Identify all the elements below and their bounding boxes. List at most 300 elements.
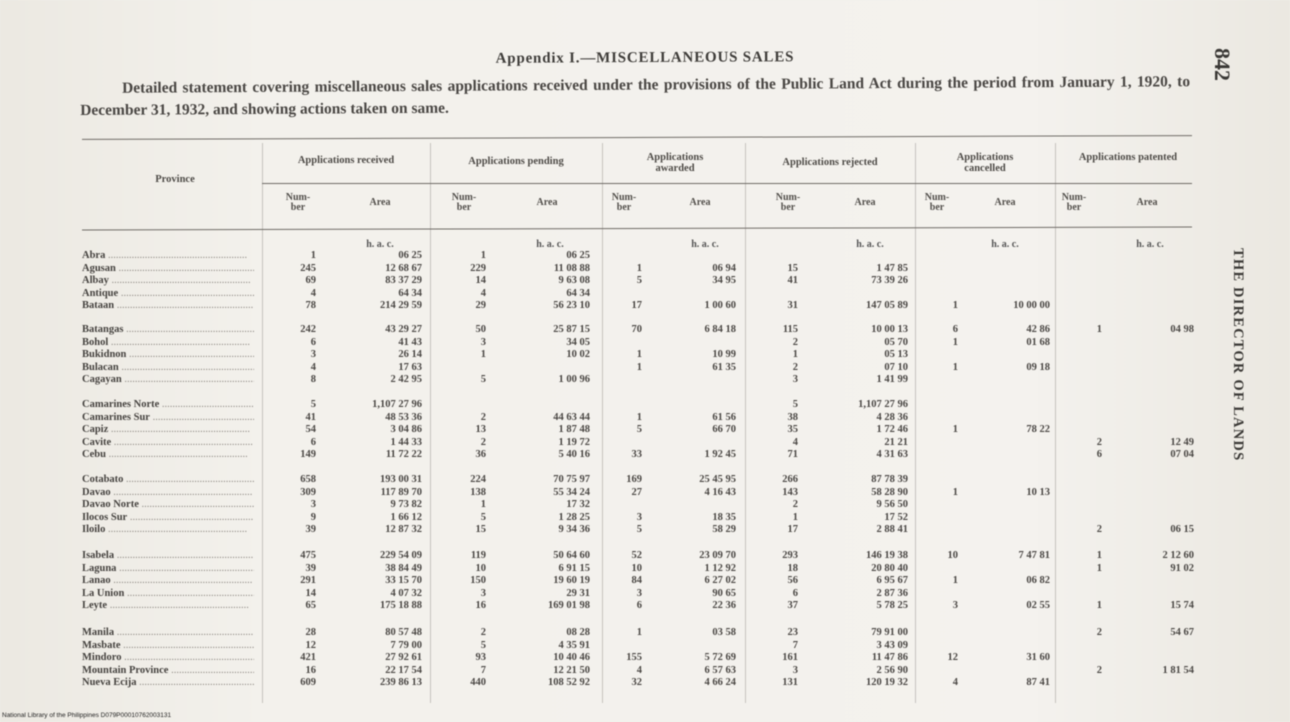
rejected-area-column	[810, 324, 908, 387]
awarded-area: 61 56	[712, 411, 736, 423]
subheader-number: Num-ber	[924, 192, 950, 213]
received-number: 78	[305, 300, 316, 312]
patented-number	[1062, 399, 1102, 412]
awarded-area: 1 92 45	[704, 449, 736, 461]
awarded-number: 1	[636, 262, 642, 274]
cancelled-area: 87 41	[1026, 677, 1050, 689]
pending-area: 12 21 50	[553, 664, 590, 676]
rejected-number: 2	[792, 361, 798, 373]
province-name-column	[82, 250, 254, 313]
province-name: Batangas .....	[82, 324, 254, 337]
patented-number	[1062, 362, 1102, 375]
received-area: 41 43	[398, 336, 422, 348]
cancelled-number	[924, 499, 958, 512]
cancelled-area	[966, 499, 1050, 512]
rejected-area: 17 52	[884, 511, 908, 523]
pending-number: 138	[470, 486, 486, 498]
rejected-area: 20 80 40	[871, 562, 908, 574]
province-name: Davao Norte .....	[82, 499, 254, 512]
rejected-number: 5	[792, 399, 798, 410]
province-name: Masbate .....	[82, 640, 254, 653]
patented-area	[1110, 652, 1194, 665]
rejected-number: 23	[787, 627, 798, 638]
province-group	[0, 399, 1290, 467]
received-area-column	[326, 324, 422, 387]
patented-number: 1	[1096, 324, 1102, 335]
patented-number	[1062, 512, 1102, 525]
subheader-area: Area	[536, 197, 558, 208]
pending-number: 5	[480, 511, 486, 523]
header-province: Province	[155, 174, 195, 185]
received-area: 229 54 09	[380, 550, 422, 561]
pending-number: 1	[480, 250, 486, 261]
received-area: 80 57 48	[385, 627, 422, 638]
cancelled-area-column	[966, 627, 1050, 690]
rejected-number: 115	[782, 324, 798, 335]
awarded-number: 84	[631, 575, 642, 587]
awarded-area: 10 99	[712, 349, 736, 361]
rejected-number: 131	[782, 677, 798, 689]
rejected-number: 143	[782, 486, 798, 498]
awarded-number	[606, 640, 642, 653]
pending-number: 3	[480, 587, 486, 599]
rejected-number: 35	[787, 424, 798, 436]
pending-area: 56 23 10	[553, 300, 590, 312]
received-area: 43 29 27	[385, 324, 422, 335]
rejected-number: 56	[787, 575, 798, 587]
awarded-number: 17	[631, 300, 642, 312]
cancelled-area: 10 13	[1026, 486, 1050, 498]
patented-number	[1062, 263, 1102, 276]
awarded-area-column	[650, 399, 736, 462]
pending-area: 50 64 60	[553, 550, 590, 561]
patented-number	[1062, 575, 1102, 588]
awarded-area-column	[650, 474, 736, 537]
patented-number	[1062, 640, 1102, 653]
pending-number: 2	[480, 436, 486, 448]
province-name: Camarines Norte .....	[82, 399, 254, 412]
awarded-number: 1	[636, 411, 642, 423]
cancelled-area	[966, 449, 1050, 462]
received-number: 6	[310, 336, 316, 348]
received-number: 14	[305, 587, 316, 599]
awarded-area-column	[650, 550, 736, 613]
patented-area-column	[1110, 474, 1194, 537]
cancelled-number	[924, 449, 958, 462]
patented-number	[1062, 677, 1102, 690]
rejected-number-column	[760, 399, 798, 462]
patented-number-column	[1062, 627, 1102, 690]
pending-number: 15	[475, 524, 486, 536]
awarded-number: 70	[631, 324, 642, 335]
pending-area: 17 32	[566, 499, 590, 511]
rejected-number: 2	[792, 499, 798, 511]
awarded-number-column	[606, 399, 642, 462]
cancelled-area: 01 68	[1026, 336, 1050, 348]
rejected-number: 1	[792, 349, 798, 361]
pending-number-column	[440, 474, 486, 537]
subheader-number: Num-ber	[285, 192, 311, 213]
rejected-area: 07 10	[884, 361, 908, 373]
header-applications-patented: Applications patented	[1078, 152, 1178, 163]
cancelled-number-column	[924, 399, 958, 462]
cancelled-area	[966, 263, 1050, 276]
rejected-area: 05 13	[884, 349, 908, 361]
province-group	[0, 324, 1290, 392]
awarded-area-column	[650, 324, 736, 387]
subheader-area: Area	[689, 197, 711, 208]
rejected-number: 266	[782, 474, 798, 485]
patented-area	[1110, 512, 1194, 525]
rejected-number: 3	[792, 664, 798, 676]
rejected-number: 161	[782, 652, 798, 664]
rejected-number: 31	[787, 300, 798, 312]
awarded-area	[650, 374, 736, 387]
province-name: Cotabato .....	[82, 474, 254, 487]
awarded-number: 6	[636, 600, 642, 612]
rejected-area: 146 19 38	[866, 550, 908, 561]
rejected-area: 73 39 26	[871, 275, 908, 287]
awarded-number	[606, 437, 642, 450]
pending-area: 70 75 97	[553, 474, 590, 485]
patented-area: 07 04	[1170, 449, 1194, 461]
subheader-number: Num-ber	[611, 192, 637, 213]
received-area: 2 42 95	[390, 374, 422, 386]
province-name: Lanao .....	[82, 575, 254, 588]
cancelled-number: 1	[952, 424, 958, 436]
awarded-number: 3	[636, 511, 642, 523]
cancelled-area	[966, 349, 1050, 362]
cancelled-number	[924, 665, 958, 678]
pending-number: 36	[475, 449, 486, 461]
awarded-number	[606, 250, 642, 263]
province-name: Albay .....	[82, 275, 254, 288]
patented-number	[1062, 275, 1102, 288]
rejected-area: 120 19 32	[866, 677, 908, 689]
patented-number	[1062, 474, 1102, 487]
awarded-number: 32	[631, 677, 642, 689]
rejected-area-column	[810, 474, 908, 537]
cancelled-number: 10	[947, 550, 958, 561]
awarded-number: 1	[636, 361, 642, 373]
received-area: 83 37 29	[385, 275, 422, 287]
cancelled-number	[924, 399, 958, 412]
cancelled-number: 6	[952, 324, 958, 335]
rejected-area: 147 05 89	[866, 300, 908, 312]
patented-area: 1 81 54	[1162, 664, 1194, 676]
rejected-area: 11 47 86	[871, 652, 908, 664]
awarded-area: 1 12 92	[704, 562, 736, 574]
received-area: 26 14	[398, 349, 422, 361]
patented-area	[1110, 575, 1194, 588]
area-units-received: h. a. c.	[366, 239, 394, 250]
patented-number-column	[1062, 399, 1102, 462]
cancelled-area	[966, 474, 1050, 487]
received-number: 421	[300, 652, 316, 664]
patented-area-column	[1110, 324, 1194, 387]
header-applications-cancelled: Applications cancelled	[956, 152, 1014, 174]
awarded-area	[650, 288, 736, 301]
received-area: 1 66 12	[390, 511, 422, 523]
cancelled-number	[924, 512, 958, 525]
received-number: 245	[300, 262, 316, 274]
cancelled-number	[924, 412, 958, 425]
patented-area	[1110, 337, 1194, 350]
province-name: Antique .....	[82, 288, 254, 301]
received-area: 239 86 13	[380, 677, 422, 689]
awarded-number	[606, 288, 642, 301]
province-name: Laguna .....	[82, 563, 254, 576]
received-number: 149	[300, 449, 316, 461]
received-area: 12 87 32	[385, 524, 422, 536]
patented-number	[1062, 652, 1102, 665]
pending-number: 2	[480, 627, 486, 638]
pending-area: 169 01 98	[548, 600, 590, 612]
received-area-column	[326, 627, 422, 690]
patented-area	[1110, 474, 1194, 487]
rejected-number	[760, 250, 798, 263]
rejected-area: 21 21	[884, 436, 908, 448]
received-number: 309	[300, 486, 316, 498]
awarded-area-column	[650, 250, 736, 313]
pending-area-column	[490, 324, 590, 387]
patented-number	[1062, 250, 1102, 263]
awarded-area: 66 70	[712, 424, 736, 436]
cancelled-number	[924, 474, 958, 487]
received-area: 22 17 54	[385, 664, 422, 676]
pending-number-column	[440, 250, 486, 313]
pending-area: 9 63 08	[558, 275, 590, 287]
received-number: 12	[305, 639, 316, 651]
awarded-area: 58 29	[712, 524, 736, 536]
pending-area: 1 19 72	[558, 436, 590, 448]
cancelled-number: 1	[952, 336, 958, 348]
received-area-column	[326, 399, 422, 462]
awarded-number	[606, 337, 642, 350]
patented-number: 2	[1096, 436, 1102, 448]
awarded-number: 4	[636, 664, 642, 676]
pending-number-column	[440, 627, 486, 690]
received-area-column	[326, 474, 422, 537]
awarded-area: 90 65	[712, 587, 736, 599]
rejected-area: 1 72 46	[876, 424, 908, 436]
pending-number-column	[440, 324, 486, 387]
pending-area: 19 60 19	[553, 575, 590, 587]
pending-number	[440, 362, 486, 375]
rejected-number-column	[760, 627, 798, 690]
received-area: 175 18 88	[380, 600, 422, 612]
patented-area: 12 49	[1170, 436, 1194, 448]
received-area: 64 34	[398, 287, 422, 299]
cancelled-number	[924, 588, 958, 601]
patented-number-column	[1062, 324, 1102, 387]
patented-area: 15 74	[1170, 600, 1194, 612]
patented-area	[1110, 362, 1194, 375]
awarded-number-column	[606, 627, 642, 690]
received-area: 4 07 32	[390, 587, 422, 599]
received-area: 9 73 82	[390, 499, 422, 511]
rejected-number: 41	[787, 275, 798, 287]
cancelled-number-column	[924, 324, 958, 387]
cancelled-area: 78 22	[1026, 424, 1050, 436]
awarded-area	[650, 399, 736, 412]
rejected-area: 2 87 36	[876, 587, 908, 599]
rejected-number: 7	[792, 639, 798, 651]
province-name: Bulacan .....	[82, 362, 254, 375]
patented-area	[1110, 250, 1194, 263]
pending-number: 14	[475, 275, 486, 287]
pending-area	[490, 362, 590, 375]
pending-number-column	[440, 399, 486, 462]
received-number: 291	[300, 575, 316, 587]
rejected-area: 87 78 39	[871, 474, 908, 485]
received-area: 117 89 70	[380, 486, 422, 498]
patented-area: 54 67	[1170, 627, 1194, 638]
cancelled-number	[924, 524, 958, 537]
received-number: 9	[310, 511, 316, 523]
page-number: 842	[1210, 48, 1235, 81]
pending-number: 440	[470, 677, 486, 689]
pending-area: 11 08 88	[553, 262, 590, 274]
pending-number: 10	[475, 562, 486, 574]
awarded-number	[606, 374, 642, 387]
awarded-area: 03 58	[712, 627, 736, 638]
patented-area: 04 98	[1170, 324, 1194, 335]
awarded-area: 34 95	[712, 275, 736, 287]
received-area-column	[326, 250, 422, 313]
awarded-number: 1	[636, 349, 642, 361]
received-number: 4	[310, 287, 316, 299]
patented-area	[1110, 588, 1194, 601]
province-name-column	[82, 399, 254, 462]
patented-area	[1110, 424, 1194, 437]
cancelled-area	[966, 412, 1050, 425]
province-name: Cavite .....	[82, 437, 254, 450]
group-header-rule	[262, 183, 1192, 184]
patented-number	[1062, 300, 1102, 313]
pending-area-column	[490, 550, 590, 613]
patented-area-column	[1110, 550, 1194, 613]
province-name: Davao .....	[82, 487, 254, 500]
patented-number: 1	[1096, 600, 1102, 612]
pending-number: 224	[470, 474, 486, 485]
province-name-column	[82, 550, 254, 613]
header-applications-pending: Applications pending	[468, 156, 564, 167]
cancelled-number: 1	[952, 486, 958, 498]
rejected-number: 6	[792, 587, 798, 599]
awarded-area: 4 16 43	[704, 486, 736, 498]
patented-number: 2	[1096, 664, 1102, 676]
awarded-area: 18 35	[712, 511, 736, 523]
pending-area	[490, 399, 590, 412]
received-number: 69	[305, 275, 316, 287]
cancelled-area	[966, 250, 1050, 263]
cancelled-number	[924, 275, 958, 288]
cancelled-area	[966, 524, 1050, 537]
awarded-area	[650, 499, 736, 512]
rejected-area-column	[810, 550, 908, 613]
awarded-area	[650, 337, 736, 350]
province-name: Cebu .....	[82, 449, 254, 462]
awarded-number: 3	[636, 587, 642, 599]
patented-number	[1062, 337, 1102, 350]
received-number-column	[270, 399, 316, 462]
cancelled-area: 42 86	[1026, 324, 1050, 335]
subheader-number: Num-ber	[1061, 192, 1087, 213]
awarded-number: 155	[626, 652, 642, 664]
rejected-area: 4 28 36	[876, 411, 908, 423]
received-number: 39	[305, 562, 316, 574]
awarded-area	[650, 437, 736, 450]
province-name: Capiz .....	[82, 424, 254, 437]
awarded-area: 06 94	[712, 262, 736, 274]
patented-area	[1110, 349, 1194, 362]
patented-area	[1110, 499, 1194, 512]
awarded-area: 1 00 60	[704, 300, 736, 312]
rejected-area	[810, 288, 908, 301]
province-name: Camarines Sur .....	[82, 412, 254, 425]
pending-number: 7	[480, 664, 486, 676]
received-area: 7 79 00	[390, 639, 422, 651]
rejected-area	[810, 250, 908, 263]
rejected-number: 2	[792, 336, 798, 348]
patented-area: 06 15	[1170, 524, 1194, 536]
received-area: 3 04 86	[390, 424, 422, 436]
province-name: Ilocos Sur .....	[82, 512, 254, 525]
cancelled-number-column	[924, 550, 958, 613]
pending-area-column	[490, 399, 590, 462]
pending-number-column	[440, 550, 486, 613]
pending-number: 5	[480, 374, 486, 386]
pending-area: 4 35 91	[558, 639, 590, 651]
awarded-area: 25 45 95	[699, 474, 736, 485]
awarded-area: 23 09 70	[699, 550, 736, 561]
cancelled-area	[966, 640, 1050, 653]
patented-area	[1110, 374, 1194, 387]
cancelled-number-column	[924, 627, 958, 690]
pending-number: 229	[470, 262, 486, 274]
rejected-number: 3	[792, 374, 798, 386]
subheader-number: Num-ber	[451, 192, 477, 213]
area-units-pending: h. a. c.	[536, 239, 564, 250]
top-rule	[82, 135, 1192, 140]
cancelled-area-column	[966, 399, 1050, 462]
cancelled-area	[966, 288, 1050, 301]
awarded-area: 5 72 69	[704, 652, 736, 664]
cancelled-area	[966, 627, 1050, 640]
awarded-area: 6 84 18	[704, 324, 736, 335]
cancelled-number	[924, 627, 958, 640]
cancelled-area	[966, 588, 1050, 601]
pending-area: 5 40 16	[558, 449, 590, 461]
province-name-column	[82, 324, 254, 387]
awarded-area: 6 57 63	[704, 664, 736, 676]
rejected-area: 5 78 25	[876, 600, 908, 612]
header-bottom-rule	[82, 227, 1192, 231]
subheader-number: Num-ber	[775, 192, 801, 213]
province-name: Bukidnon .....	[82, 349, 254, 362]
pending-area: 1 00 96	[558, 374, 590, 386]
received-number: 5	[310, 399, 316, 410]
patented-number: 2	[1096, 524, 1102, 536]
awarded-number: 169	[626, 474, 642, 485]
received-number: 3	[310, 499, 316, 511]
received-area: 193 00 31	[380, 474, 422, 485]
cancelled-number	[924, 349, 958, 362]
rejected-number: 293	[782, 550, 798, 561]
rejected-number: 71	[787, 449, 798, 461]
awarded-number: 5	[636, 275, 642, 287]
